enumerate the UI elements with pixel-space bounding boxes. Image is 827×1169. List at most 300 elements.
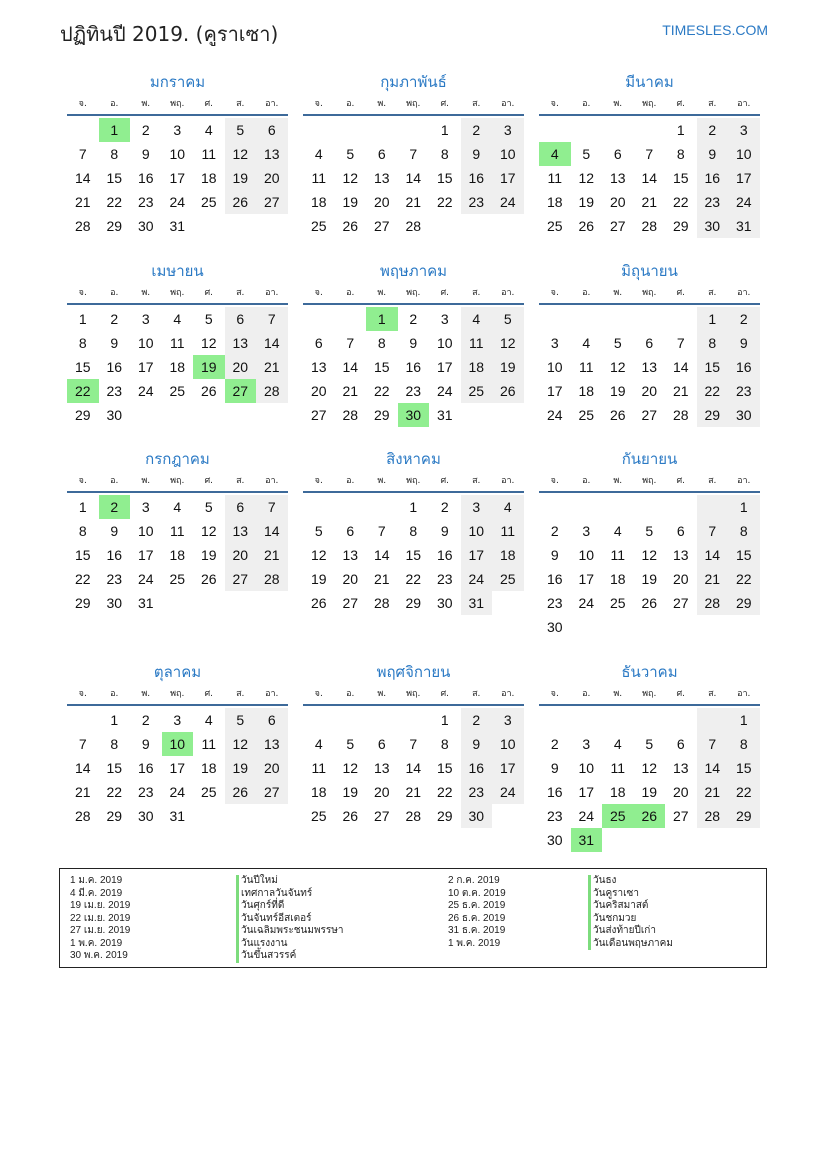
day-cell[interactable]: 26 [641, 595, 658, 611]
day-cell[interactable]: 21 [672, 383, 689, 399]
day-cell[interactable]: 19 [225, 756, 257, 780]
day-cell[interactable]: 12 [492, 331, 524, 355]
day-cell[interactable]: 10 [169, 146, 186, 162]
day-cell[interactable]: 12 [342, 760, 359, 776]
day-cell[interactable]: 28 [342, 407, 359, 423]
day-cell[interactable]: 1 [78, 311, 87, 327]
day-cell[interactable]: 19 [641, 784, 658, 800]
day-cell[interactable]: 6 [676, 523, 685, 539]
day-cell[interactable]: 17 [492, 756, 524, 780]
day-cell[interactable]: 1 [440, 712, 449, 728]
day-cell[interactable]: 8 [440, 736, 449, 752]
day-cell[interactable]: 31 [169, 808, 186, 824]
day-cell[interactable]: 30 [106, 595, 123, 611]
day-cell[interactable]: 3 [582, 736, 591, 752]
day-cell[interactable]: 23 [106, 383, 123, 399]
day-cell[interactable]: 27 [373, 218, 390, 234]
day-cell[interactable]: 21 [74, 784, 91, 800]
day-cell[interactable]: 6 [314, 335, 323, 351]
day-cell[interactable]: 5 [613, 335, 622, 351]
day-cell[interactable]: 28 [74, 808, 91, 824]
day-cell[interactable]: 7 [256, 307, 288, 331]
day-cell[interactable]: 28 [697, 804, 729, 828]
day-cell[interactable]: 19 [342, 784, 359, 800]
day-cell[interactable]: 20 [641, 383, 658, 399]
day-cell[interactable]: 19 [342, 194, 359, 210]
day-cell[interactable]: 5 [582, 146, 591, 162]
day-cell[interactable]: 13 [672, 760, 689, 776]
day-cell[interactable]: 31 [436, 407, 453, 423]
day-cell[interactable]: 25 [200, 784, 217, 800]
day-cell[interactable]: 29 [728, 591, 760, 615]
day-cell[interactable]: 27 [672, 595, 689, 611]
day-cell[interactable]: 11 [201, 736, 217, 752]
day-cell[interactable]: 7 [346, 335, 355, 351]
day-cell[interactable]: 2 [697, 118, 729, 142]
day-cell[interactable]: 18 [169, 547, 186, 563]
day-cell[interactable]: 29 [728, 804, 760, 828]
day-cell[interactable]: 20 [256, 756, 288, 780]
day-cell[interactable]: 10 [546, 359, 563, 375]
day-cell[interactable]: 25 [602, 804, 634, 828]
day-cell[interactable]: 2 [99, 495, 131, 519]
day-cell[interactable]: 17 [578, 784, 595, 800]
day-cell[interactable]: 22 [373, 383, 390, 399]
day-cell[interactable]: 23 [436, 571, 453, 587]
day-cell[interactable]: 7 [78, 146, 87, 162]
day-cell[interactable]: 22 [436, 784, 453, 800]
day-cell[interactable]: 25 [609, 595, 626, 611]
day-cell[interactable]: 1 [440, 122, 449, 138]
day-cell[interactable]: 21 [256, 355, 288, 379]
day-cell[interactable]: 29 [672, 218, 689, 234]
day-cell[interactable]: 3 [492, 118, 524, 142]
day-cell[interactable]: 4 [314, 146, 323, 162]
day-cell[interactable]: 3 [141, 499, 150, 515]
day-cell[interactable]: 25 [200, 194, 217, 210]
day-cell[interactable]: 31 [137, 595, 154, 611]
day-cell[interactable]: 29 [106, 808, 123, 824]
day-cell[interactable]: 27 [256, 190, 288, 214]
day-cell[interactable]: 31 [728, 214, 760, 238]
day-cell[interactable]: 11 [610, 547, 626, 563]
day-cell[interactable]: 10 [461, 519, 493, 543]
day-cell[interactable]: 1 [99, 118, 131, 142]
day-cell[interactable]: 7 [78, 736, 87, 752]
day-cell[interactable]: 11 [169, 523, 185, 539]
day-cell[interactable]: 8 [110, 146, 119, 162]
day-cell[interactable]: 19 [193, 355, 225, 379]
day-cell[interactable]: 27 [342, 595, 359, 611]
day-cell[interactable]: 3 [173, 712, 182, 728]
day-cell[interactable]: 16 [137, 760, 154, 776]
day-cell[interactable]: 24 [492, 190, 524, 214]
day-cell[interactable]: 23 [106, 571, 123, 587]
day-cell[interactable]: 17 [169, 760, 186, 776]
day-cell[interactable]: 19 [578, 194, 595, 210]
day-cell[interactable]: 14 [74, 760, 91, 776]
day-cell[interactable]: 3 [728, 118, 760, 142]
day-cell[interactable]: 26 [609, 407, 626, 423]
day-cell[interactable]: 15 [106, 760, 123, 776]
day-cell[interactable]: 29 [697, 403, 729, 427]
day-cell[interactable]: 4 [613, 736, 622, 752]
day-cell[interactable]: 24 [461, 567, 493, 591]
day-cell[interactable]: 8 [377, 335, 386, 351]
day-cell[interactable]: 9 [550, 760, 559, 776]
day-cell[interactable]: 31 [169, 218, 186, 234]
day-cell[interactable]: 16 [546, 571, 563, 587]
day-cell[interactable]: 13 [310, 359, 327, 375]
day-cell[interactable]: 24 [546, 407, 563, 423]
day-cell[interactable]: 6 [256, 708, 288, 732]
day-cell[interactable]: 15 [106, 170, 123, 186]
day-cell[interactable]: 10 [137, 335, 154, 351]
day-cell[interactable]: 12 [641, 547, 658, 563]
day-cell[interactable]: 16 [106, 359, 123, 375]
day-cell[interactable]: 2 [141, 122, 150, 138]
day-cell[interactable]: 11 [201, 146, 217, 162]
day-cell[interactable]: 14 [256, 519, 288, 543]
day-cell[interactable]: 24 [492, 780, 524, 804]
day-cell[interactable]: 7 [409, 736, 418, 752]
day-cell[interactable]: 20 [672, 571, 689, 587]
day-cell[interactable]: 16 [546, 784, 563, 800]
day-cell[interactable]: 9 [728, 331, 760, 355]
day-cell[interactable]: 23 [728, 379, 760, 403]
day-cell[interactable]: 8 [676, 146, 685, 162]
day-cell[interactable]: 7 [256, 495, 288, 519]
day-cell[interactable]: 29 [436, 808, 453, 824]
day-cell[interactable]: 6 [377, 146, 386, 162]
day-cell[interactable]: 10 [492, 142, 524, 166]
day-cell[interactable]: 28 [74, 218, 91, 234]
day-cell[interactable]: 19 [641, 571, 658, 587]
day-cell[interactable]: 6 [256, 118, 288, 142]
day-cell[interactable]: 9 [461, 732, 493, 756]
day-cell[interactable]: 20 [225, 543, 257, 567]
day-cell[interactable]: 19 [609, 383, 626, 399]
day-cell[interactable]: 24 [578, 595, 595, 611]
day-cell[interactable]: 16 [137, 170, 154, 186]
day-cell[interactable]: 17 [436, 359, 453, 375]
day-cell[interactable]: 20 [342, 571, 359, 587]
day-cell[interactable]: 28 [405, 808, 422, 824]
day-cell[interactable]: 7 [697, 519, 729, 543]
day-cell[interactable]: 6 [645, 335, 654, 351]
day-cell[interactable]: 22 [436, 194, 453, 210]
day-cell[interactable]: 14 [74, 170, 91, 186]
day-cell[interactable]: 28 [256, 567, 288, 591]
day-cell[interactable]: 12 [342, 170, 359, 186]
day-cell[interactable]: 9 [461, 142, 493, 166]
day-cell[interactable]: 12 [609, 359, 626, 375]
day-cell[interactable]: 5 [492, 307, 524, 331]
day-cell[interactable]: 29 [373, 407, 390, 423]
day-cell[interactable]: 18 [461, 355, 493, 379]
day-cell[interactable]: 2 [728, 307, 760, 331]
day-cell[interactable]: 7 [409, 146, 418, 162]
day-cell[interactable]: 10 [162, 732, 194, 756]
day-cell[interactable]: 13 [256, 142, 288, 166]
day-cell[interactable]: 7 [377, 523, 386, 539]
day-cell[interactable]: 15 [436, 760, 453, 776]
day-cell[interactable]: 9 [141, 736, 150, 752]
day-cell[interactable]: 12 [200, 335, 217, 351]
day-cell[interactable]: 25 [169, 571, 186, 587]
day-cell[interactable]: 9 [409, 335, 418, 351]
day-cell[interactable]: 18 [492, 543, 524, 567]
day-cell[interactable]: 25 [546, 218, 563, 234]
day-cell[interactable]: 12 [225, 732, 257, 756]
day-cell[interactable]: 1 [409, 499, 418, 515]
day-cell[interactable]: 26 [200, 571, 217, 587]
day-cell[interactable]: 17 [492, 166, 524, 190]
day-cell[interactable]: 25 [578, 407, 595, 423]
day-cell[interactable]: 26 [634, 804, 666, 828]
day-cell[interactable]: 9 [697, 142, 729, 166]
day-cell[interactable]: 30 [436, 595, 453, 611]
day-cell[interactable]: 2 [461, 708, 493, 732]
day-cell[interactable]: 11 [311, 760, 327, 776]
day-cell[interactable]: 4 [314, 736, 323, 752]
day-cell[interactable]: 18 [546, 194, 563, 210]
day-cell[interactable]: 23 [546, 808, 563, 824]
day-cell[interactable]: 11 [578, 359, 594, 375]
day-cell[interactable]: 26 [342, 218, 359, 234]
day-cell[interactable]: 2 [141, 712, 150, 728]
day-cell[interactable]: 13 [641, 359, 658, 375]
day-cell[interactable]: 23 [546, 595, 563, 611]
day-cell[interactable]: 25 [310, 218, 327, 234]
day-cell[interactable]: 11 [311, 170, 327, 186]
day-cell[interactable]: 3 [550, 335, 559, 351]
day-cell[interactable]: 20 [225, 355, 257, 379]
day-cell[interactable]: 26 [225, 190, 257, 214]
day-cell[interactable]: 1 [676, 122, 685, 138]
day-cell[interactable]: 21 [256, 543, 288, 567]
day-cell[interactable]: 26 [225, 780, 257, 804]
day-cell[interactable]: 24 [169, 784, 186, 800]
day-cell[interactable]: 28 [373, 595, 390, 611]
day-cell[interactable]: 28 [697, 591, 729, 615]
day-cell[interactable]: 1 [728, 708, 760, 732]
day-cell[interactable]: 20 [310, 383, 327, 399]
day-cell[interactable]: 15 [436, 170, 453, 186]
day-cell[interactable]: 10 [578, 547, 595, 563]
day-cell[interactable]: 30 [728, 403, 760, 427]
day-cell[interactable]: 4 [613, 523, 622, 539]
day-cell[interactable]: 14 [405, 760, 422, 776]
day-cell[interactable]: 12 [641, 760, 658, 776]
day-cell[interactable]: 11 [461, 331, 493, 355]
day-cell[interactable]: 8 [728, 732, 760, 756]
day-cell[interactable]: 5 [225, 708, 257, 732]
day-cell[interactable]: 3 [440, 311, 449, 327]
day-cell[interactable]: 18 [200, 170, 217, 186]
day-cell[interactable]: 9 [110, 335, 119, 351]
day-cell[interactable]: 24 [728, 190, 760, 214]
day-cell[interactable]: 29 [74, 407, 91, 423]
day-cell[interactable]: 4 [204, 712, 213, 728]
day-cell[interactable]: 22 [728, 780, 760, 804]
day-cell[interactable]: 3 [461, 495, 493, 519]
day-cell[interactable]: 2 [409, 311, 418, 327]
day-cell[interactable]: 20 [373, 194, 390, 210]
day-cell[interactable]: 9 [141, 146, 150, 162]
day-cell[interactable]: 28 [256, 379, 288, 403]
day-cell[interactable]: 4 [173, 311, 182, 327]
day-cell[interactable]: 17 [578, 571, 595, 587]
day-cell[interactable]: 20 [609, 194, 626, 210]
day-cell[interactable]: 15 [74, 547, 91, 563]
day-cell[interactable]: 8 [409, 523, 418, 539]
day-cell[interactable]: 14 [342, 359, 359, 375]
day-cell[interactable]: 5 [645, 736, 654, 752]
day-cell[interactable]: 27 [641, 407, 658, 423]
day-cell[interactable]: 22 [728, 567, 760, 591]
day-cell[interactable]: 17 [137, 547, 154, 563]
day-cell[interactable]: 11 [547, 170, 563, 186]
day-cell[interactable]: 21 [74, 194, 91, 210]
day-cell[interactable]: 4 [461, 307, 493, 331]
day-cell[interactable]: 27 [225, 379, 257, 403]
day-cell[interactable]: 17 [546, 383, 563, 399]
day-cell[interactable]: 8 [110, 736, 119, 752]
day-cell[interactable]: 30 [106, 407, 123, 423]
day-cell[interactable]: 8 [78, 335, 87, 351]
day-cell[interactable]: 15 [74, 359, 91, 375]
day-cell[interactable]: 7 [676, 335, 685, 351]
day-cell[interactable]: 31 [571, 828, 603, 852]
day-cell[interactable]: 6 [676, 736, 685, 752]
day-cell[interactable]: 18 [578, 383, 595, 399]
day-cell[interactable]: 23 [697, 190, 729, 214]
day-cell[interactable]: 23 [461, 190, 493, 214]
day-cell[interactable]: 13 [342, 547, 359, 563]
day-cell[interactable]: 3 [582, 523, 591, 539]
day-cell[interactable]: 21 [405, 784, 422, 800]
day-cell[interactable]: 28 [641, 218, 658, 234]
day-cell[interactable]: 16 [728, 355, 760, 379]
day-cell[interactable]: 5 [346, 146, 355, 162]
day-cell[interactable]: 26 [342, 808, 359, 824]
day-cell[interactable]: 27 [310, 407, 327, 423]
day-cell[interactable]: 15 [672, 170, 689, 186]
day-cell[interactable]: 17 [461, 543, 493, 567]
day-cell[interactable]: 30 [546, 619, 563, 635]
day-cell[interactable]: 27 [225, 567, 257, 591]
day-cell[interactable]: 19 [200, 547, 217, 563]
day-cell[interactable]: 4 [204, 122, 213, 138]
day-cell[interactable]: 24 [578, 808, 595, 824]
day-cell[interactable]: 27 [256, 780, 288, 804]
day-cell[interactable]: 18 [169, 359, 186, 375]
day-cell[interactable]: 9 [440, 523, 449, 539]
day-cell[interactable]: 2 [440, 499, 449, 515]
day-cell[interactable]: 6 [613, 146, 622, 162]
day-cell[interactable]: 10 [578, 760, 595, 776]
day-cell[interactable]: 18 [310, 194, 327, 210]
day-cell[interactable]: 14 [256, 331, 288, 355]
day-cell[interactable]: 12 [225, 142, 257, 166]
day-cell[interactable]: 27 [609, 218, 626, 234]
day-cell[interactable]: 19 [310, 571, 327, 587]
day-cell[interactable]: 1 [697, 307, 729, 331]
day-cell[interactable]: 23 [461, 780, 493, 804]
day-cell[interactable]: 9 [110, 523, 119, 539]
day-cell[interactable]: 13 [672, 547, 689, 563]
day-cell[interactable]: 5 [225, 118, 257, 142]
day-cell[interactable]: 16 [436, 547, 453, 563]
day-cell[interactable]: 11 [169, 335, 185, 351]
day-cell[interactable]: 2 [550, 523, 559, 539]
day-cell[interactable]: 13 [373, 170, 390, 186]
day-cell[interactable]: 1 [78, 499, 87, 515]
day-cell[interactable]: 24 [137, 571, 154, 587]
day-cell[interactable]: 13 [256, 732, 288, 756]
day-cell[interactable]: 13 [373, 760, 390, 776]
day-cell[interactable]: 20 [256, 166, 288, 190]
day-cell[interactable]: 30 [137, 808, 154, 824]
day-cell[interactable]: 14 [641, 170, 658, 186]
day-cell[interactable]: 23 [137, 194, 154, 210]
day-cell[interactable]: 4 [492, 495, 524, 519]
day-cell[interactable]: 7 [645, 146, 654, 162]
day-cell[interactable]: 27 [373, 808, 390, 824]
day-cell[interactable]: 16 [405, 359, 422, 375]
day-cell[interactable]: 5 [645, 523, 654, 539]
day-cell[interactable]: 8 [440, 146, 449, 162]
day-cell[interactable]: 26 [310, 595, 327, 611]
day-cell[interactable]: 11 [492, 519, 524, 543]
day-cell[interactable]: 6 [346, 523, 355, 539]
day-cell[interactable]: 14 [373, 547, 390, 563]
day-cell[interactable]: 25 [310, 808, 327, 824]
day-cell[interactable]: 1 [366, 307, 398, 331]
day-cell[interactable]: 23 [405, 383, 422, 399]
day-cell[interactable]: 10 [436, 335, 453, 351]
day-cell[interactable]: 30 [461, 804, 493, 828]
day-cell[interactable]: 29 [74, 595, 91, 611]
day-cell[interactable]: 2 [550, 736, 559, 752]
day-cell[interactable]: 11 [610, 760, 626, 776]
day-cell[interactable]: 21 [697, 780, 729, 804]
day-cell[interactable]: 24 [137, 383, 154, 399]
day-cell[interactable]: 14 [697, 756, 729, 780]
day-cell[interactable]: 29 [405, 595, 422, 611]
day-cell[interactable]: 23 [137, 784, 154, 800]
day-cell[interactable]: 26 [492, 379, 524, 403]
day-cell[interactable]: 14 [697, 543, 729, 567]
day-cell[interactable]: 1 [728, 495, 760, 519]
day-cell[interactable]: 5 [346, 736, 355, 752]
day-cell[interactable]: 5 [204, 311, 213, 327]
day-cell[interactable]: 27 [672, 808, 689, 824]
day-cell[interactable]: 16 [461, 756, 493, 780]
day-cell[interactable]: 22 [405, 571, 422, 587]
day-cell[interactable]: 26 [200, 383, 217, 399]
day-cell[interactable]: 12 [310, 547, 327, 563]
site-link[interactable]: TIMESLES.COM [662, 22, 768, 38]
day-cell[interactable]: 6 [225, 495, 257, 519]
day-cell[interactable]: 4 [582, 335, 591, 351]
day-cell[interactable]: 18 [609, 571, 626, 587]
day-cell[interactable]: 4 [539, 142, 571, 166]
day-cell[interactable]: 15 [405, 547, 422, 563]
day-cell[interactable]: 26 [578, 218, 595, 234]
day-cell[interactable]: 10 [137, 523, 154, 539]
